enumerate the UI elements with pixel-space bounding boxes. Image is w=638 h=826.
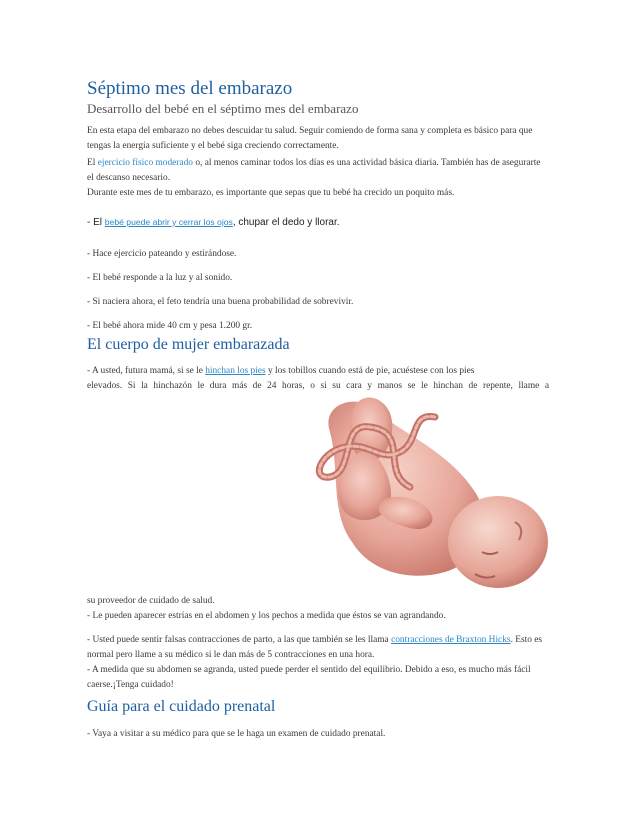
list-item: - El bebé ahora mide 40 cm y pesa 1.200 gr.: [87, 321, 253, 331]
swelling-line-1: - A usted, futura mamá, si se le hinchan los pies y los tobillos cuando está de pie, acuéstese con los pies: [87, 366, 475, 376]
growth-paragraph: Durante este mes de tu embarazo, es importante que sepas que tu bebé ha crecido un poquito más.: [87, 188, 455, 198]
contractions-paragraph: - Usted puede sentir falsas contracciones de parto, a las que también se les llama contracciones de Braxton Hicks. Esto es normal pero llame a su médico si le dan más de 5 contracciones en una hora.: [87, 635, 543, 660]
intro-paragraph: En esta etapa del embarazo no debes descuidar tu salud. Seguir comiendo de forma sana y completa es básico para que tengas la energía suficiente y el bebé siga creciendo correctamente.: [87, 126, 533, 151]
eyes-link[interactable]: bebé puede abrir y cerrar los ojos: [104, 217, 233, 227]
list-item: - Si naciera ahora, el feto tendría una buena probabilidad de sobrevivir.: [87, 297, 354, 307]
exercise-link[interactable]: ejercicio físico moderado: [97, 158, 193, 168]
braxton-hicks-link[interactable]: contracciones de Braxton Hicks: [391, 635, 511, 645]
list-item: - Hace ejercicio pateando y estirándose.: [87, 249, 237, 259]
care-paragraph: - Vaya a visitar a su médico para que se le haga un examen de cuidado prenatal.: [87, 729, 386, 739]
page-subtitle: Desarrollo del bebé en el séptimo mes del embarazo: [87, 101, 359, 116]
stretch-marks-paragraph: - Le pueden aparecer estrías en el abdomen y los pechos a medida que éstos se van agrandando.: [87, 611, 446, 621]
fetus-illustration: [260, 392, 560, 600]
page-title: Séptimo mes del embarazo: [87, 78, 293, 99]
swelling-line-3: su proveedor de cuidado de salud.: [87, 596, 215, 606]
list-item: - El bebé responde a la luz y al sonido.: [87, 273, 233, 283]
eyes-paragraph: - El bebé puede abrir y cerrar los ojos, chupar el dedo y llorar.: [87, 217, 340, 228]
section-heading-care: Guía para el cuidado prenatal: [87, 698, 276, 715]
swelling-line-2: elevados. Si la hinchazón le dura más de 24 horas, o si su cara y manos se le hinchan de repente, llame a: [87, 381, 549, 391]
section-heading-body: El cuerpo de mujer embarazada: [87, 336, 290, 353]
swelling-link[interactable]: hinchan los pies: [205, 366, 266, 376]
balance-paragraph: - A medida que su abdomen se agranda, usted puede perder el sentido del equilibrio. Debido a eso, es mucho más fácil caerse.¡Tenga cuidado!: [87, 665, 531, 690]
exercise-paragraph: El ejercicio físico moderado o, al menos caminar todos los días es una actividad básica diaria. También has de asegurarte el descanso necesario.: [87, 158, 541, 183]
